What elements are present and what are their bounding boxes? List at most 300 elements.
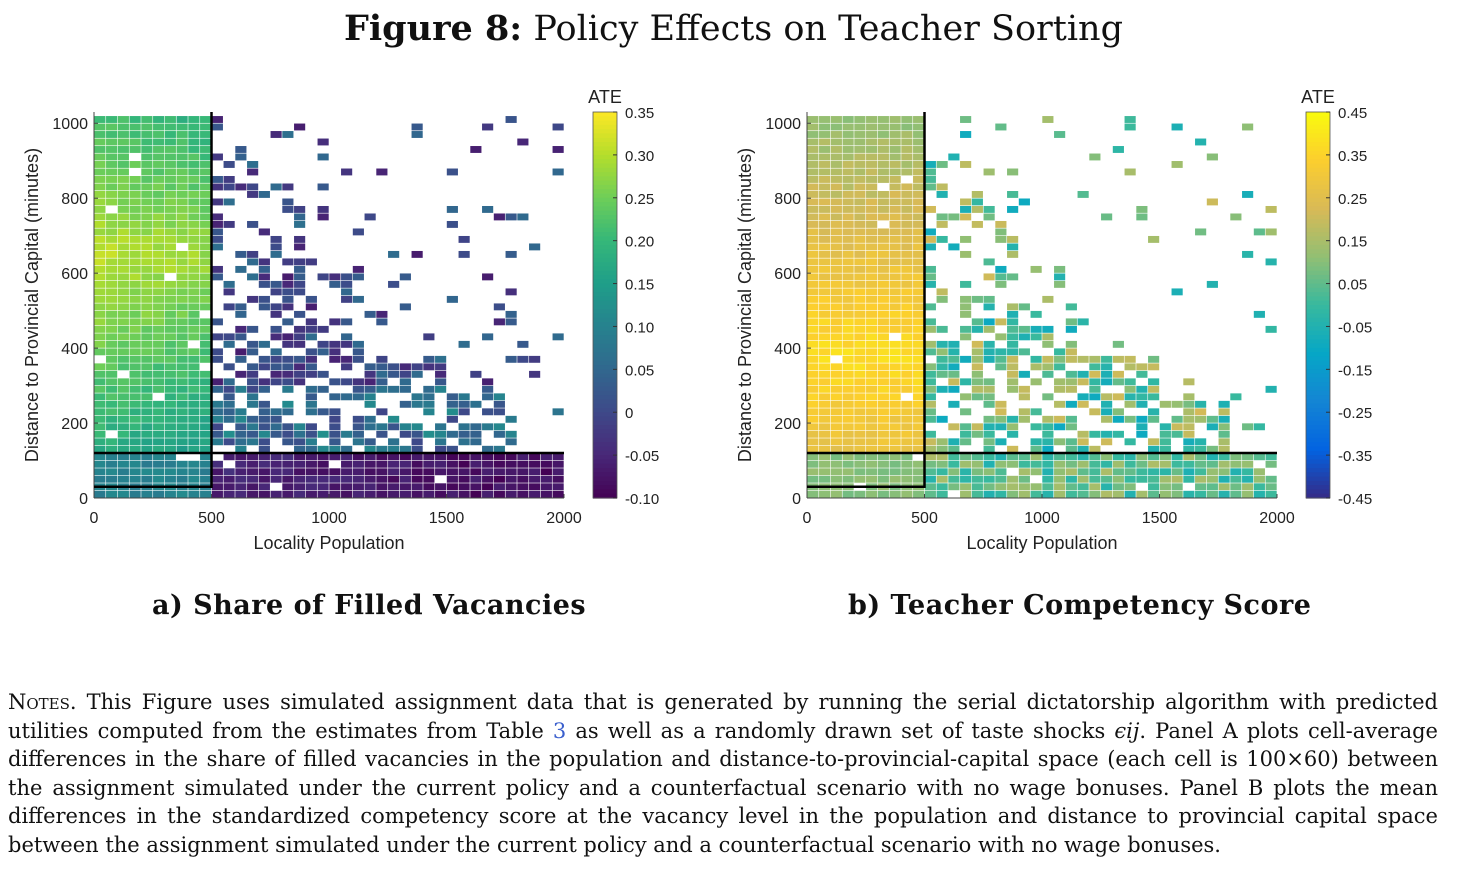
panel-a-heatmap-cell [118, 213, 129, 220]
panel-a-heatmap-cell [94, 198, 105, 205]
panel-a-heatmap-cell [130, 124, 141, 131]
panel-a-heatmap-cell [118, 438, 129, 445]
panel-a-heatmap-cell [235, 371, 246, 378]
panel-a-heatmap-cell [94, 453, 105, 460]
panel-b-heatmap-cell [1172, 423, 1183, 430]
panel-b-heatmap-cell [866, 131, 877, 138]
panel-a-heatmap-cell [141, 431, 152, 438]
panel-b-heatmap-cell [984, 273, 995, 280]
panel-a-heatmap-cell [188, 281, 199, 288]
panel-b-colorbar-segment [1306, 318, 1330, 323]
panel-a-heatmap-cell [94, 176, 105, 183]
panel-b-heatmap-cell [1101, 416, 1112, 423]
panel-a-heatmap-cell [306, 491, 317, 498]
panel-b-chart [713, 70, 1433, 570]
panel-b-heatmap-cell [1160, 438, 1171, 445]
panel-a-heatmap-cell [341, 468, 352, 475]
panel-a-colorbar-segment [593, 198, 617, 203]
panel-a-heatmap-cell [329, 393, 340, 400]
panel-b-heatmap-cell [819, 386, 830, 393]
panel-b-heatmap-cell [831, 438, 842, 445]
panel-a-colorbar-segment [593, 447, 617, 452]
panel-a-heatmap-cell [94, 371, 105, 378]
panel-a-heatmap-cell [388, 371, 399, 378]
panel-b-heatmap-cell [854, 228, 865, 235]
panel-b-heatmap-cell [1113, 341, 1124, 348]
panel-b-colorbar-segment [1306, 258, 1330, 263]
panel-b-colorbar-segment [1306, 438, 1330, 443]
panel-a-heatmap-cell [130, 184, 141, 191]
panel-b-heatmap-cell [1101, 461, 1112, 468]
panel-a-heatmap-cell [435, 483, 446, 490]
panel-b-heatmap-cell [866, 318, 877, 325]
panel-b-heatmap-cell [819, 258, 830, 265]
panel-a-heatmap-cell [494, 491, 505, 498]
panel-b-heatmap-cell [819, 139, 830, 146]
panel-a-heatmap-cell [200, 371, 211, 378]
panel-b-heatmap-cell [807, 258, 818, 265]
panel-a-heatmap-cell [553, 453, 564, 460]
panel-a-heatmap-cell [177, 296, 188, 303]
panel-a-heatmap-cell [153, 146, 164, 153]
panel-b-heatmap-cell [960, 438, 971, 445]
panel-a-heatmap-cell [447, 468, 458, 475]
panel-a-colorbar-tick-label: 0.20 [625, 233, 655, 251]
panel-a-heatmap-cell [259, 191, 270, 198]
panel-b-colorbar-segment [1306, 395, 1330, 400]
panel-b-heatmap-cell [901, 363, 912, 370]
panel-a-heatmap-cell [318, 408, 329, 415]
panel-b-heatmap-cell [1148, 476, 1159, 483]
panel-a-heatmap-cell [271, 371, 282, 378]
panel-a-heatmap-cell [188, 273, 199, 280]
panel-b-colorbar-segment [1306, 198, 1330, 203]
panel-a-x-tick-label: 2000 [546, 510, 582, 527]
panel-a-heatmap-cell [506, 251, 517, 258]
panel-a-heatmap-cell [541, 483, 552, 490]
panel-b-heatmap-cell [913, 401, 924, 408]
panel-a-heatmap-cell [177, 431, 188, 438]
panel-a-heatmap-cell [165, 333, 176, 340]
panel-b-heatmap-cell [1195, 228, 1206, 235]
panel-a-colorbar-segment [593, 241, 617, 246]
panel-a-heatmap-cell [271, 333, 282, 340]
panel-b-heatmap-cell [831, 371, 842, 378]
panel-b-heatmap-cell [995, 356, 1006, 363]
panel-a-heatmap-cell [329, 446, 340, 453]
panel-b-heatmap-cell [866, 326, 877, 333]
panel-a-heatmap-cell [212, 431, 223, 438]
panel-b-heatmap-cell [866, 116, 877, 123]
panel-a-heatmap-cell [388, 446, 399, 453]
panel-a-heatmap-cell [165, 236, 176, 243]
panel-a-heatmap-cell [165, 221, 176, 228]
panel-b-heatmap-cell [925, 243, 936, 250]
panel-a-heatmap-cell [118, 139, 129, 146]
panel-b-colorbar-tick-label: -0.35 [1338, 448, 1373, 466]
panel-a-heatmap-cell [470, 438, 481, 445]
panel-b-heatmap-cell [1230, 483, 1241, 490]
panel-a-colorbar-segment [593, 489, 617, 494]
panel-a-colorbar-segment [593, 133, 617, 138]
panel-a-colorbar-segment [593, 442, 617, 447]
panel-a-colorbar-segment [593, 181, 617, 186]
panel-a-heatmap-cell [506, 483, 517, 490]
panel-b-colorbar-segment [1306, 489, 1330, 494]
panel-a-heatmap-cell [259, 461, 270, 468]
panel-a-colorbar-tick-label: 0.25 [625, 190, 655, 208]
panel-b-heatmap-cell [972, 348, 983, 355]
panel-a-heatmap-cell [365, 491, 376, 498]
panel-b-heatmap-cell [925, 161, 936, 168]
panel-b-heatmap-cell [913, 333, 924, 340]
panel-b-heatmap-cell [937, 356, 948, 363]
panel-b-heatmap-cell [890, 198, 901, 205]
panel-a-heatmap-cell [200, 161, 211, 168]
panel-b-heatmap-cell [1078, 468, 1089, 475]
notes-text-2: as well as a randomly drawn set of taste shocks [566, 718, 1115, 743]
panel-a-heatmap-cell [353, 378, 364, 385]
panel-b-heatmap-cell [901, 386, 912, 393]
panel-a-heatmap-cell [306, 476, 317, 483]
panel-b-heatmap-cell [854, 438, 865, 445]
panel-a-heatmap-cell [106, 311, 117, 318]
panel-b-heatmap-cell [1183, 468, 1194, 475]
panel-a-heatmap-cell [412, 371, 423, 378]
panel-a-heatmap-cell [388, 423, 399, 430]
panel-b-colorbar-title: ATE [1301, 87, 1335, 107]
panel-a-heatmap-cell [247, 184, 258, 191]
panel-b-heatmap-cell [972, 356, 983, 363]
panel-a-heatmap-cell [282, 303, 293, 310]
panel-a-heatmap-cell [376, 318, 387, 325]
panel-a-heatmap-cell [212, 176, 223, 183]
panel-a-heatmap-cell [517, 483, 528, 490]
panel-b-heatmap-cell [854, 266, 865, 273]
panel-a-heatmap-cell [153, 446, 164, 453]
panel-b-heatmap-cell [866, 124, 877, 131]
panel-b-colorbar-segment [1306, 352, 1330, 357]
panel-b-heatmap-cell [878, 176, 889, 183]
panel-b-heatmap-cell [878, 438, 889, 445]
panel-b-heatmap-cell [854, 356, 865, 363]
panel-a-heatmap-cell [153, 318, 164, 325]
panel-a-heatmap-cell [482, 461, 493, 468]
panel-a-heatmap-cell [141, 378, 152, 385]
panel-a-heatmap-cell [247, 251, 258, 258]
panel-b-heatmap-cell [1066, 303, 1077, 310]
panel-a-heatmap-cell [200, 154, 211, 161]
panel-a-heatmap-cell [165, 161, 176, 168]
panel-b-heatmap-cell [843, 288, 854, 295]
panel-a-heatmap-cell [177, 273, 188, 280]
panel-a-heatmap-cell [130, 266, 141, 273]
panel-b-heatmap-cell [984, 468, 995, 475]
panel-b-heatmap-cell [1089, 446, 1100, 453]
panel-a-heatmap-cell [141, 161, 152, 168]
panel-b-heatmap-cell [807, 288, 818, 295]
panel-b-heatmap-cell [807, 476, 818, 483]
panel-b-heatmap-cell [1148, 453, 1159, 460]
panel-a-heatmap-cell [294, 311, 305, 318]
panel-a-heatmap-cell [235, 386, 246, 393]
panel-b-heatmap-cell [1219, 476, 1230, 483]
panel-b-heatmap-cell [1101, 453, 1112, 460]
panel-b-heatmap-cell [1183, 453, 1194, 460]
panel-b-heatmap-cell [913, 213, 924, 220]
panel-a-heatmap-cell [365, 453, 376, 460]
panel-a-heatmap-cell [341, 363, 352, 370]
panel-b-heatmap-cell [948, 243, 959, 250]
panel-b-heatmap-cell [937, 438, 948, 445]
panel-b-heatmap-cell [890, 416, 901, 423]
panel-b-heatmap-cell [901, 266, 912, 273]
panel-a-heatmap-cell [153, 491, 164, 498]
panel-a-heatmap-cell [224, 483, 235, 490]
panel-b-heatmap-cell [843, 333, 854, 340]
panel-b-heatmap-cell [937, 453, 948, 460]
panel-b-heatmap-cell [1242, 468, 1253, 475]
panel-b-heatmap-cell [843, 393, 854, 400]
panel-a-heatmap-cell [376, 386, 387, 393]
panel-a-heatmap-cell [177, 146, 188, 153]
panel-b-heatmap-cell [890, 461, 901, 468]
panel-b-heatmap-cell [901, 131, 912, 138]
panel-a-heatmap-cell [376, 461, 387, 468]
panel-a-heatmap-cell [247, 363, 258, 370]
panel-b-heatmap-cell [913, 296, 924, 303]
panel-b-heatmap-cell [960, 116, 971, 123]
panel-b-heatmap-cell [819, 221, 830, 228]
panel-a-heatmap-cell [235, 311, 246, 318]
panel-b-heatmap-cell [1207, 281, 1218, 288]
panel-a-colorbar-segment [593, 481, 617, 486]
panel-b-heatmap-cell [901, 378, 912, 385]
panel-a-heatmap-cell [94, 273, 105, 280]
panel-a-heatmap-cell [282, 386, 293, 393]
panel-a-heatmap-cell [294, 288, 305, 295]
panel-a-heatmap-cell [177, 401, 188, 408]
panel-a-heatmap-cell [282, 476, 293, 483]
panel-b-heatmap-cell [901, 348, 912, 355]
panel-b-colorbar-segment [1306, 459, 1330, 464]
panel-b-heatmap-cell [831, 139, 842, 146]
panel-a-heatmap-cell [412, 131, 423, 138]
panel-a-heatmap-cell [294, 333, 305, 340]
panel-b-heatmap-cell [854, 446, 865, 453]
panel-a-heatmap-cell [506, 318, 517, 325]
panel-b-heatmap-cell [984, 356, 995, 363]
panel-b-heatmap-cell [854, 408, 865, 415]
panel-b-heatmap-cell [831, 191, 842, 198]
panel-a-heatmap-cell [529, 461, 540, 468]
panel-a-heatmap-cell [94, 438, 105, 445]
panel-a-heatmap-cell [141, 453, 152, 460]
panel-b-colorbar-segment [1306, 202, 1330, 207]
panel-a-heatmap-cell [118, 176, 129, 183]
panel-a-heatmap-cell [294, 446, 305, 453]
panel-a-heatmap-cell [94, 423, 105, 430]
panel-b-heatmap-cell [1254, 483, 1265, 490]
panel-a-colorbar-tick-label: -0.10 [625, 491, 660, 508]
panel-a-heatmap-cell [130, 221, 141, 228]
panel-b-colorbar-segment [1306, 417, 1330, 422]
panel-a-heatmap-cell [188, 139, 199, 146]
panel-a-heatmap-cell [259, 423, 270, 430]
panel-a-heatmap-cell [341, 288, 352, 295]
panel-a-heatmap-cell [141, 184, 152, 191]
panel-a-heatmap-cell [400, 371, 411, 378]
panel-b-heatmap-cell [1113, 483, 1124, 490]
panel-a-heatmap-cell [177, 228, 188, 235]
panel-a-heatmap-cell [329, 468, 340, 475]
panel-a-heatmap-cell [130, 416, 141, 423]
panel-a-heatmap-cell [306, 453, 317, 460]
panel-a-heatmap-cell [200, 288, 211, 295]
panel-b-heatmap-cell [1019, 333, 1030, 340]
panel-a-heatmap-cell [553, 476, 564, 483]
panel-a-heatmap-cell [459, 401, 470, 408]
panel-b-heatmap-cell [1054, 273, 1065, 280]
panel-b-heatmap-cell [1054, 491, 1065, 498]
panel-b-heatmap-cell [807, 386, 818, 393]
panel-b-heatmap-cell [831, 333, 842, 340]
panel-b-heatmap-cell [878, 416, 889, 423]
panel-a-heatmap-cell [247, 461, 258, 468]
figure-title [0, 8, 1467, 49]
panel-a-heatmap-cell [259, 438, 270, 445]
panel-a-colorbar-segment [593, 249, 617, 254]
panel-a-heatmap-cell [153, 281, 164, 288]
panel-b-heatmap-cell [1125, 483, 1136, 490]
panel-a-heatmap-cell [94, 139, 105, 146]
panel-a-heatmap-cell [153, 184, 164, 191]
panel-a-heatmap-cell [282, 363, 293, 370]
panel-a-heatmap-cell [177, 191, 188, 198]
panel-b-heatmap-cell [807, 161, 818, 168]
panel-b-heatmap-cell [1219, 408, 1230, 415]
panel-b-heatmap-cell [831, 491, 842, 498]
panel-b-heatmap-cell [995, 461, 1006, 468]
panel-a-heatmap-cell [118, 131, 129, 138]
panel-a-heatmap-cell [153, 161, 164, 168]
panel-b-heatmap-cell [1172, 161, 1183, 168]
panel-a-heatmap-cell [318, 476, 329, 483]
panel-a-heatmap-cell [212, 416, 223, 423]
panel-b-heatmap-cell [866, 213, 877, 220]
panel-b-colorbar-segment [1306, 155, 1330, 160]
panel-a-heatmap-cell [200, 461, 211, 468]
panel-b-heatmap-cell [913, 198, 924, 205]
panel-a-heatmap-cell [224, 176, 235, 183]
panel-b-heatmap-cell [925, 453, 936, 460]
panel-b-heatmap-cell [819, 431, 830, 438]
panel-b-heatmap-cell [1125, 476, 1136, 483]
figure-title-text: Policy Effects on Teacher Sorting [533, 9, 1123, 49]
panel-b-heatmap-cell [866, 348, 877, 355]
panel-a-heatmap-cell [188, 154, 199, 161]
panel-a-heatmap-cell [118, 303, 129, 310]
panel-a-heatmap-cell [165, 446, 176, 453]
panel-b-heatmap-cell [913, 221, 924, 228]
panel-a-heatmap-cell [376, 453, 387, 460]
panel-b-heatmap-cell [984, 438, 995, 445]
panel-a-heatmap-cell [212, 378, 223, 385]
panel-a-heatmap-cell [165, 191, 176, 198]
panel-b-heatmap-cell [913, 318, 924, 325]
panel-b-heatmap-cell [854, 453, 865, 460]
panel-a-heatmap-cell [365, 468, 376, 475]
panel-b-heatmap-cell [901, 303, 912, 310]
panel-a-heatmap-cell [94, 416, 105, 423]
panel-b-x-tick-label: 1000 [1024, 510, 1060, 527]
panel-b-heatmap-cell [1007, 311, 1018, 318]
panel-b-heatmap-cell [819, 191, 830, 198]
panel-a-heatmap-cell [529, 356, 540, 363]
panel-a-heatmap-cell [94, 386, 105, 393]
panel-a-heatmap-cell [529, 243, 540, 250]
panel-b-heatmap-cell [819, 423, 830, 430]
panel-b-colorbar-segment [1306, 429, 1330, 434]
panel-b-heatmap-cell [1254, 468, 1265, 475]
panel-a-heatmap-cell [118, 341, 129, 348]
panel-a-colorbar-segment [593, 146, 617, 151]
panel-a-heatmap-cell [118, 468, 129, 475]
panel-a-heatmap-cell [482, 446, 493, 453]
panel-b-heatmap-cell [1125, 124, 1136, 131]
panel-a-heatmap-cell [130, 491, 141, 498]
panel-a-heatmap-cell [200, 378, 211, 385]
panel-a-colorbar-segment [593, 292, 617, 297]
panel-a-heatmap-cell [106, 378, 117, 385]
panel-b-heatmap-cell [866, 446, 877, 453]
panel-a-heatmap-cell [506, 453, 517, 460]
panel-a-heatmap-cell [318, 213, 329, 220]
panel-a-heatmap-cell [365, 483, 376, 490]
panel-b-heatmap-cell [901, 371, 912, 378]
panel-a-heatmap-cell [306, 446, 317, 453]
panel-b-heatmap-cell [807, 116, 818, 123]
panel-b-heatmap-cell [866, 453, 877, 460]
panel-a-heatmap-cell [247, 296, 258, 303]
panel-a-heatmap-cell [494, 476, 505, 483]
panel-b-x-tick-label: 1500 [1141, 510, 1178, 527]
panel-a-colorbar-segment [593, 155, 617, 160]
panel-b-heatmap-cell [831, 281, 842, 288]
panel-a-heatmap-cell [141, 468, 152, 475]
table-reference-link[interactable]: 3 [552, 718, 567, 743]
panel-b-heatmap-cell [913, 438, 924, 445]
panel-a-heatmap-cell [365, 213, 376, 220]
panel-b-heatmap-cell [807, 221, 818, 228]
panel-b-heatmap-cell [1266, 491, 1277, 498]
panel-b-heatmap-cell [890, 258, 901, 265]
panel-a-heatmap-cell [212, 476, 223, 483]
panel-b-colorbar-segment [1306, 112, 1330, 117]
panel-b-heatmap-cell [901, 468, 912, 475]
panel-a-heatmap-cell [553, 491, 564, 498]
panel-b-heatmap-cell [890, 236, 901, 243]
panel-a-heatmap-cell [353, 431, 364, 438]
panel-b-colorbar-segment [1306, 339, 1330, 344]
panel-a-heatmap-cell [177, 386, 188, 393]
panel-a-heatmap-cell [318, 273, 329, 280]
panel-b-heatmap-cell [1136, 431, 1147, 438]
panel-b-heatmap-cell [913, 206, 924, 213]
panel-b-colorbar-segment [1306, 288, 1330, 293]
panel-b-heatmap-cell [1042, 296, 1053, 303]
panel-b-heatmap-cell [1066, 371, 1077, 378]
